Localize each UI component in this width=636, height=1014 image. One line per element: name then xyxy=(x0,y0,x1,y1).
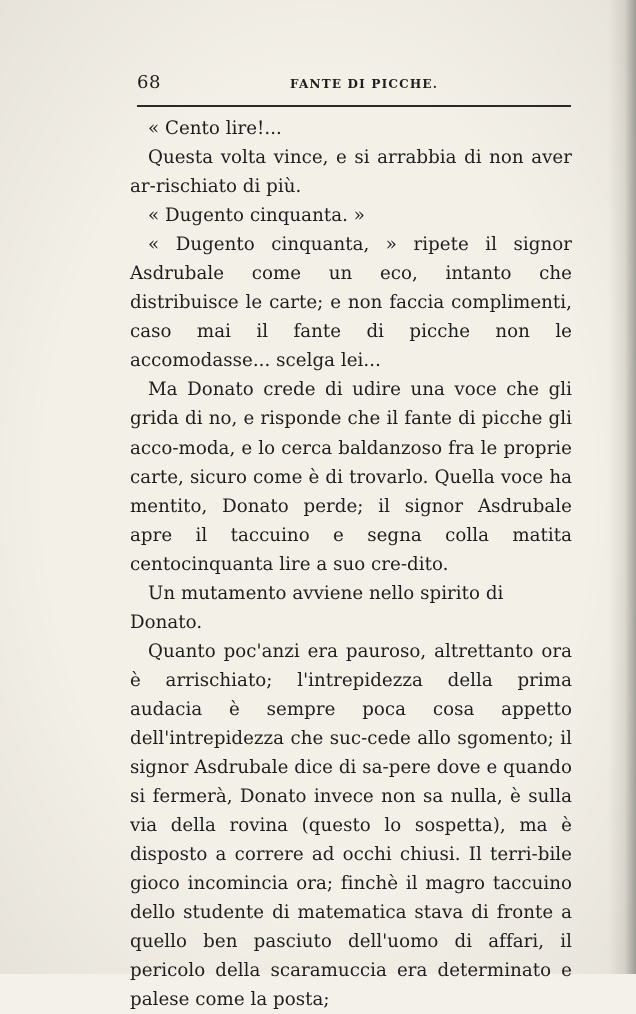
body-text xyxy=(130,114,572,1014)
header-rule xyxy=(137,105,571,107)
paragraph: Quanto poc'anzi era pauroso, altrettanto ora è arrischiato; l'intrepidezza della prima audacia è sempre poca cosa appetto dell'intrepidezza che suc-cede allo sgomento; il signor Asdrubale dice di sa-pere dove e quando si fermerà, Donato invece non sa nulla, è sulla via della rovina (questo lo sospetta), ma è disposto a correre ad occhi chiusi. Il terri-bile gioco incomincia ora; finchè il magro taccuino dello studente di matematica stava di fronte a quello ben pasciuto dell'uomo di affari, il pericolo della scaramuccia era determinato e palese come la posta; xyxy=(130,640,572,1011)
page-header xyxy=(137,72,572,94)
paragraph: Un mutamento avviene nello spirito di Donato. xyxy=(130,582,504,633)
paragraph: « Dugento cinquanta. » xyxy=(148,205,365,227)
paragraph: Ma Donato crede di udire una voce che gli grida di no, e risponde che il fante di picche gli acco-moda, e lo cerca baldanzoso fra le proprie carte, sicuro come è di trovarlo. Quella voce ha mentito, Donato perde; il signor Asdrubale apre il taccuino e segna colla matita centocinquanta lire a suo cre-dito. xyxy=(130,379,572,575)
page-number: 68 xyxy=(137,72,161,93)
page-edge-shadow xyxy=(608,0,636,974)
running-head: FANTE DI PICCHE. xyxy=(290,77,439,91)
paragraph: Questa volta vince, e si arrabbia di non aver ar-rischiato di più. xyxy=(130,147,572,198)
paragraph: « Dugento cinquanta, » ripete il signor Asdrubale come un eco, intanto che distribuisce le carte; e non faccia complimenti, caso mai il fante di picche non le accomodasse... scelga lei... xyxy=(130,234,572,372)
paragraph: « Cento lire!... xyxy=(148,118,282,139)
